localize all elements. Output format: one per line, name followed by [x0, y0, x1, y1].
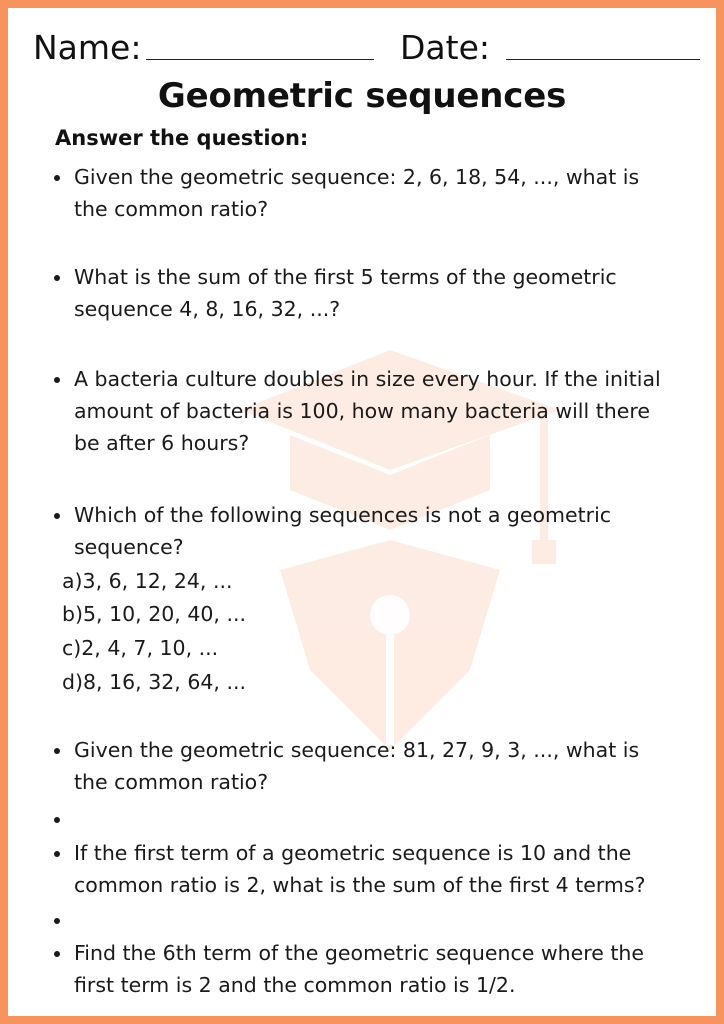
bullet-icon	[54, 377, 60, 383]
name-label: Name:	[33, 28, 142, 67]
bullet-icon	[54, 175, 60, 181]
date-label: Date:	[400, 28, 490, 67]
bullet-icon	[54, 918, 60, 924]
option-c: c)2, 4, 7, 10, ...	[62, 636, 219, 660]
bullet-icon	[54, 817, 60, 823]
question-3: A bacteria culture doubles in size every hour. If the initial amount of bacteria is 100, how many bacteria will there be after 6 hours?	[74, 367, 661, 455]
question-4: Which of the following sequences is not a geometric sequence?	[74, 503, 612, 559]
bullet-icon	[54, 851, 60, 857]
question-2: What is the sum of the first 5 terms of the geometric sequence 4, 8, 16, 32, ...?	[74, 265, 617, 321]
bullet-icon	[54, 748, 60, 754]
option-b: b)5, 10, 20, 40, ...	[62, 602, 246, 626]
bullet-icon	[54, 513, 60, 519]
bullet-icon	[54, 275, 60, 281]
question-5: Given the geometric sequence: 81, 27, 9, 3, ..., what is the common ratio?	[74, 738, 640, 794]
page-title: Geometric sequences	[157, 76, 567, 116]
bullet-icon	[54, 951, 60, 957]
question-7: If the first term of a geometric sequence is 10 and the common ratio is 2, what is the sum of the first 4 terms?	[74, 841, 646, 897]
option-a: a)3, 6, 12, 24, ...	[62, 569, 233, 593]
question-9: Find the 6th term of the geometric sequence where the first term is 2 and the common ratio is 1/2.	[74, 941, 645, 997]
option-d: d)8, 16, 32, 64, ...	[62, 670, 246, 694]
date-field-line[interactable]	[506, 59, 700, 60]
name-field-line[interactable]	[146, 59, 374, 60]
question-1: Given the geometric sequence: 2, 6, 18, 54, ..., what is the common ratio?	[74, 165, 640, 221]
instruction-heading: Answer the question:	[55, 126, 309, 150]
